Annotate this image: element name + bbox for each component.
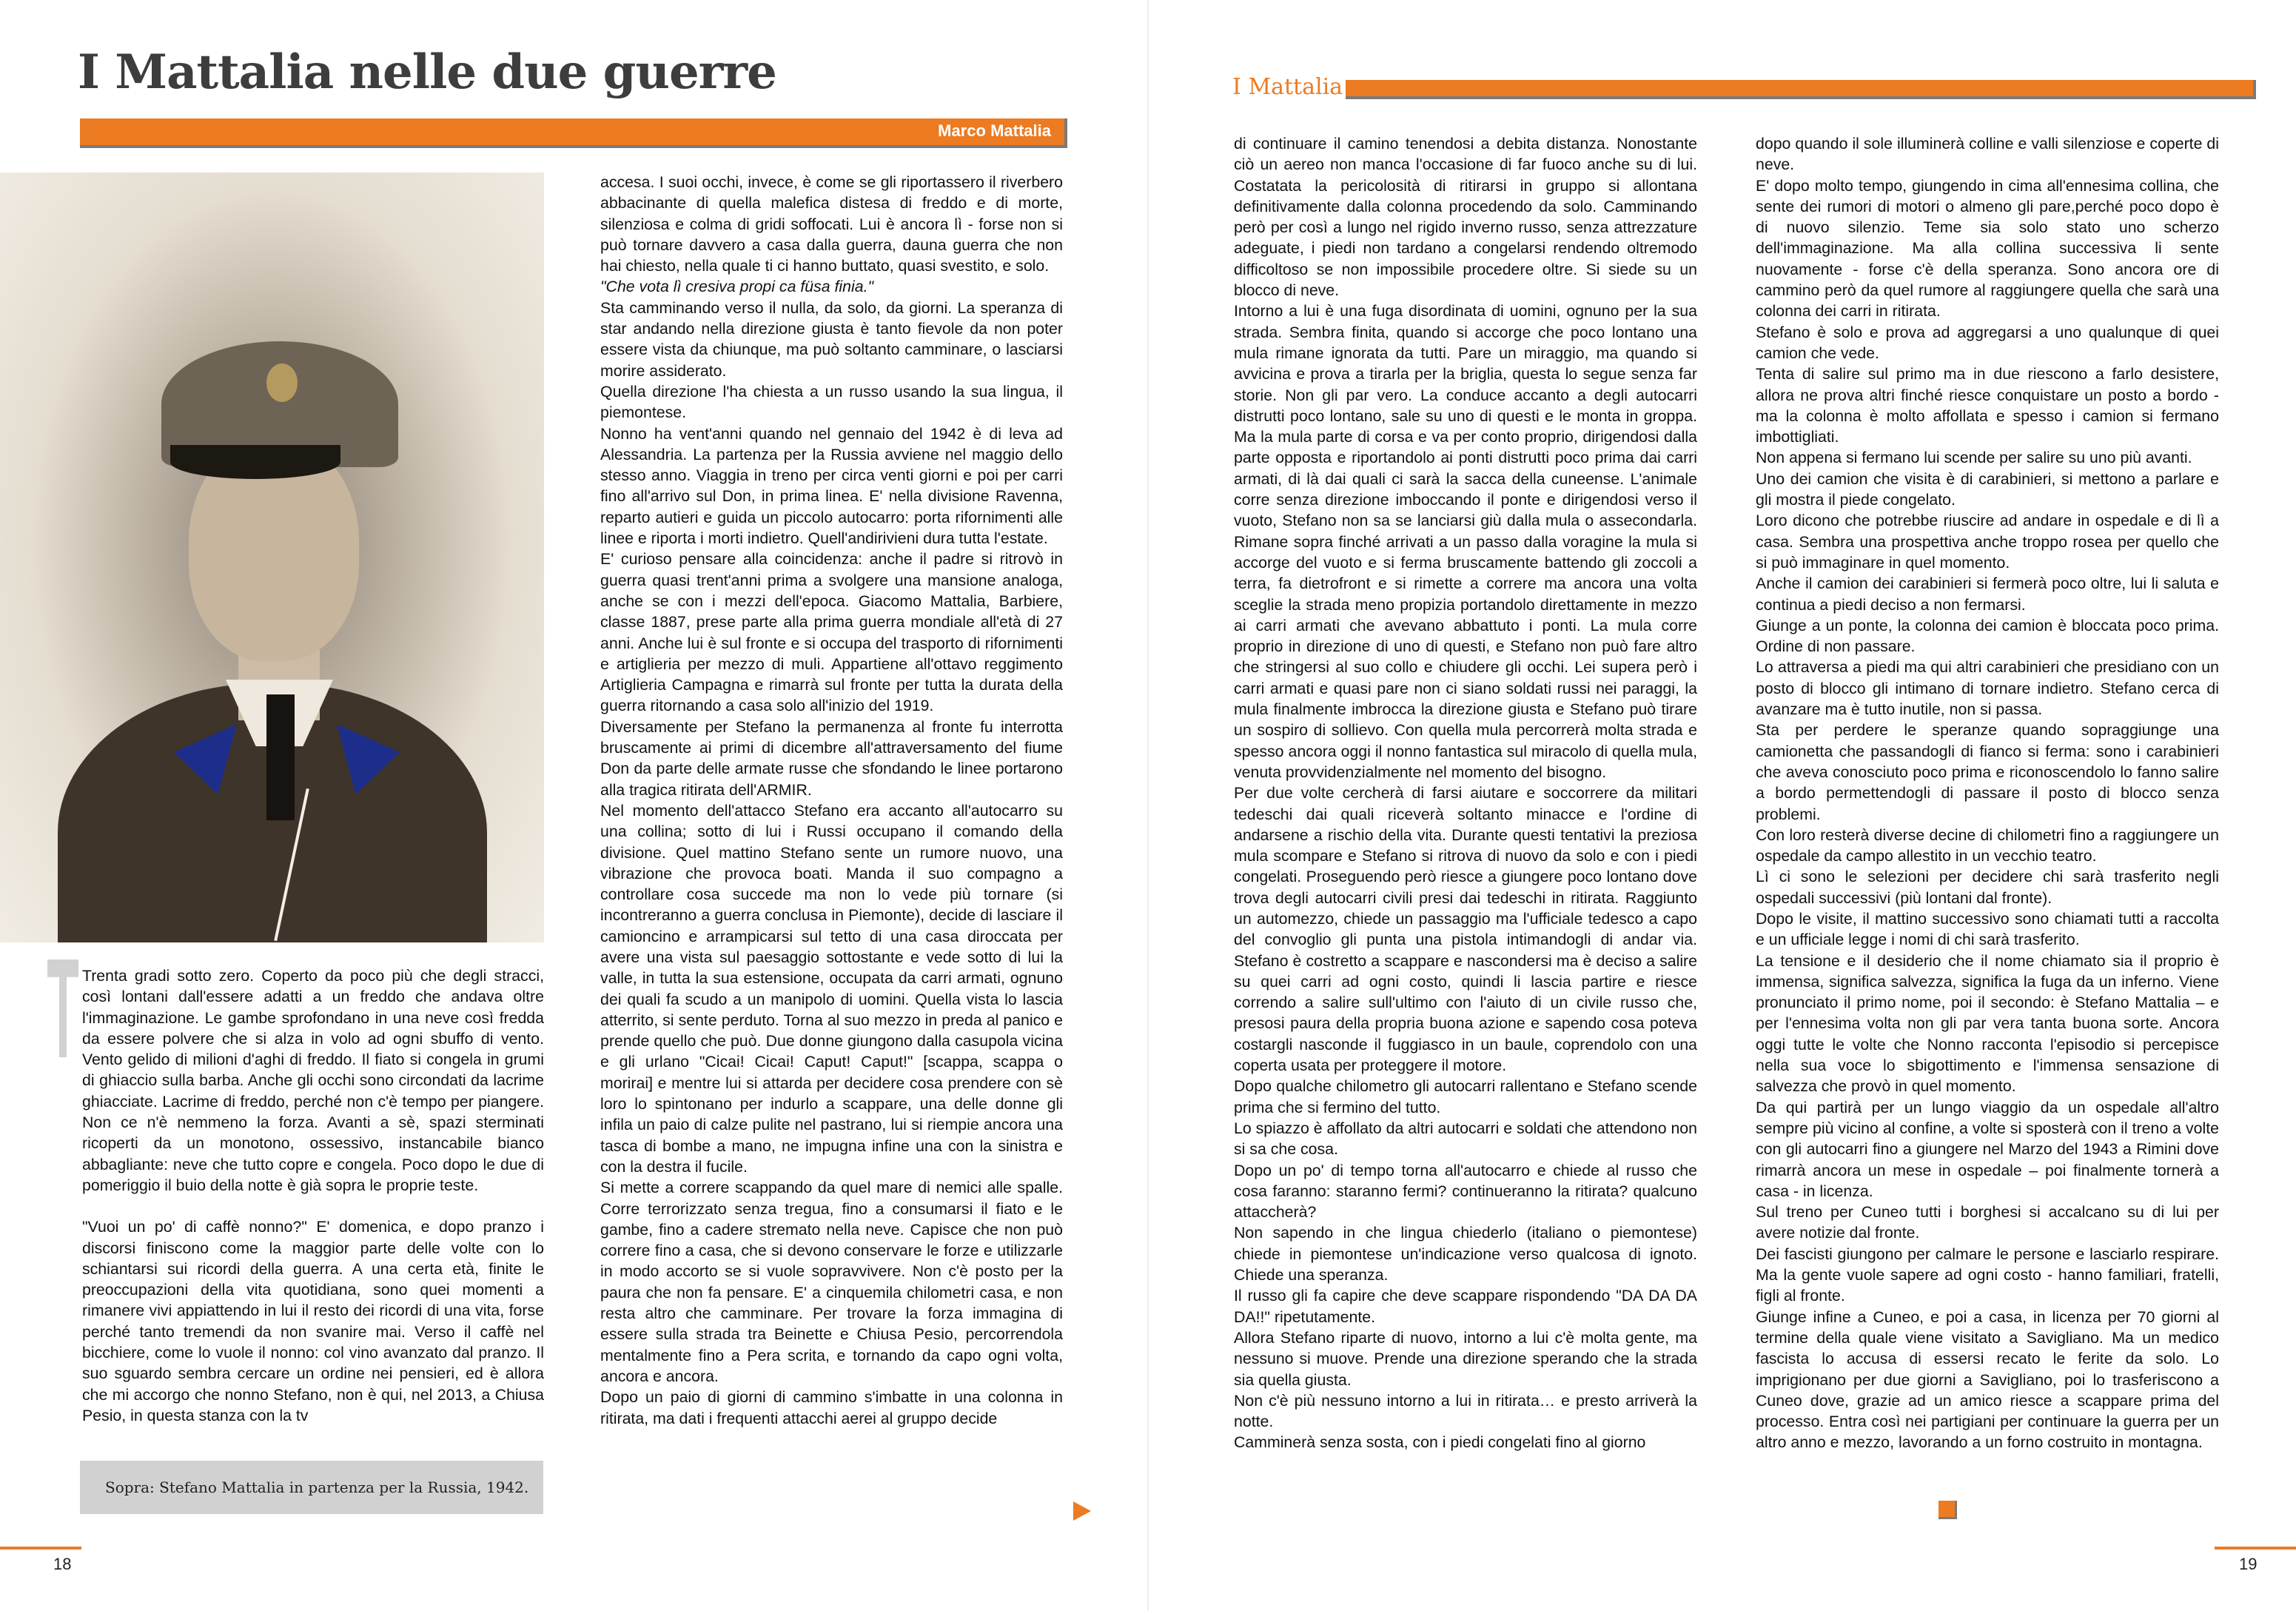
paragraph: Giunge infine a Cuneo, e poi a casa, in licenza per 70 giorni al termine della quale viene visitato a Savigliano. Ma un medico fascista lo accusa di essersi recato le ferite da solo. Lo imprigionano per due giorni a Savigliano, poi lo trasferiscono a Cuneo dove, grazie ad un amico riesce a scappare prima del processo. Entra così nei partigiani per continuare la guerra per un altro anno e mezzo, lavorando a un forno costruito in montagna. <box>1756 1307 2219 1452</box>
article-title: I Mattalia nelle due guerre <box>78 44 776 100</box>
paragraph: Non appena si fermano lui scende per salire su uno più avanti. <box>1756 449 2192 467</box>
paragraph: Quella direzione l'ha chiesta a un russo usando la sua lingua, il piemontese. <box>600 382 1063 422</box>
paragraph: Non sapendo in che lingua chiederlo (italiano o piemontese) chiede in piemontese un'indicazione verso qualcosa di ignoto. Chiede una speranza. <box>1234 1224 1697 1285</box>
paragraph: Diversamente per Stefano la permanenza al fronte fu interrotta bruscamente ai primi di dicembre all'attraversamento del fiume Don da parte delle armate russe che sfondando le linee portarono alla tragica ritirata dell'ARMIR. <box>600 717 1063 799</box>
paragraph: Lo attraversa a piedi ma qui altri carabinieri che presidiano con un posto di blocco gli intimano di tornare indietro. Stefano cerca di avanzare ma è tutto inutile, non si passa. <box>1756 658 2219 719</box>
paragraph: Dopo un paio di giorni di cammino s'imbatte in una colonna in ritirata, ma dati i frequenti attacchi aerei al gruppo decide <box>600 1388 1063 1427</box>
paragraph: Anche il camion dei carabinieri si fermerà poco oltre, lui li saluta e continua a piedi deciso a non fermarsi. <box>1756 575 2219 614</box>
paragraph: Dopo qualche chilometro gli autocarri rallentano e Stefano scende prima che si fermino del tutto. <box>1234 1077 1697 1116</box>
paragraph: Per due volte cercherà di farsi aiutare e soccorrere da militari tedeschi dai quali riceverà soltanto minacce e l'ordine di andarsene a rischio della vita. Durante questi tentativi la preziosa mula scompare e Stefano si ritrova di nuovo da solo e con i piedi congelati. Proseguendo però riesce a giungere poco lontano dove trova degli autocarri civili presi dai tedeschi in ritirata. Raggiunto un automezzo, chiede un passaggio ma l'ufficiale tedesco a capo del convoglio gli punta una pistola intimandogli di andar via. Stefano è costretto a scappare e nascondersi ma è deciso a salire su quei carri ad ogni costo, quindi li lascia partire e riesce correndo a salire sull'ultimo con l'aiuto di un civile russo che, presosi paura della propria buona azione e sapendo cosa poteva costargli nasconde il fuggiasco in un baule, coprendolo con una coperta usata per proteggere il motore. <box>1234 784 1697 1075</box>
end-of-article-icon <box>1938 1501 1957 1519</box>
paragraph: Dopo le visite, il mattino successivo sono chiamati tutti a raccolta e un ufficiale legge i nomi di chi sarà trasferito. <box>1756 909 2219 949</box>
paragraph: Intorno a lui è una fuga disordinata di uomini, ognuno per la sua strada. Sembra finita, quando si accorge che poco lontano una mula rimane ignorata da tutti. Pare un miraggio, ma quando si avvicina e prova a tirarla per la briglia, questa lo segue senza far storie. Non gli par vero. La conduce accanto a degli autocarri distrutti poco lontano, sale su uno di questi e le monta in groppa. Ma la mula parte di corsa e va per conto proprio, dirigendosi dalla parte opposta e riportandolo ai ponti distrutti poco prima dai carri armati, di là dai quali ci sarà la sacca della cuneense. L'animale corre senza direzione imboccando il ponte e dirigendosi verso il vuoto, Stefano non sa se lanciarsi giù dalla mula o assecondarla. Rimane sopra finché arrivati a un passo dalla voragine la mula si accorge del vuoto e si ferma bruscamente battendo gli zoccoli a terra, fa dietrofront e si rimette a correre ma ancora una volta sceglie la strada meno propizia portandolo direttamente in mezzo ai carri armati che avevano abbattuto i ponti. La mula corre proprio in direzione di uno di questi, e Stefano non può fare altro che stringersi al suo collo e chiudere gli occhi. Lei supera però i carri armati e quasi pare non ci siano soldati russi nei paraggi, la mula finalmente imbrocca la direzione giusta e Stefano può tirare un sospiro di sollievo. Con quella mula percorrerà molta strada e spesso ancora oggi il nonno fantastica sul miracolo di quella mula, venuta provvidenzialmente nel momento del bisogno. <box>1234 302 1697 781</box>
paragraph: Il russo gli fa capire che deve scappare rispondendo "DA DA DA DA!!" ripetutamente. <box>1234 1287 1697 1326</box>
column-3 <box>1234 133 1697 1453</box>
photo-cap-badge <box>266 364 298 402</box>
column-2 <box>600 172 1063 1429</box>
photo-caption: Sopra: Stefano Mattalia in partenza per la Russia, 1942. <box>80 1461 543 1514</box>
paragraph: Stefano è solo e prova ad aggregarsi a uno qualunque di quei camion che vede. <box>1756 323 2219 362</box>
paragraph: Lo spiazzo è affollato da altri autocarri e soldati che attendono non si sa che cosa. <box>1234 1119 1697 1159</box>
folio-rule <box>2215 1547 2296 1550</box>
paragraph: E' curioso pensare alla coincidenza: anche il padre si ritrovò in guerra quasi trent'anni prima a svolgere una mansione analoga, anche se con i mezzi dell'epoca. Giacomo Mattalia, Barbiere, classe 1887, prese parte alla prima guerra mondiale all'età di 27 anni. Anche lui è sul fronte e si occupa del trasporto di rifornimenti e artiglieria per mezzo di muli. Appartiene all'ottavo reggimento Artiglieria Campagna e rimarrà sul fronte per tutta la durata della guerra ritornando a casa solo all'inizio del 1919. <box>600 550 1063 715</box>
paragraph: E' dopo molto tempo, giungendo in cima all'ennesima collina, che sente dei rumori di motori o almeno gli pare,perché poco dopo è di nuovo silenzio. Teme sia solo stato uno scherzo dell'immaginazione. Ma alla collina successiva li sente nuovamente - forse c'è della speranza. Sono ancora ore di cammino però da quel rumore al raggiungere quella che sarà una colonna dei carri in ritirata. <box>1756 176 2219 321</box>
running-head: I Mattalia <box>1232 74 1343 100</box>
paragraph: Lì ci sono le selezioni per decidere chi sarà trasferito negli ospedali successivi (più lontani dal fronte). <box>1756 868 2219 907</box>
dialect-quote: "Che vota lì cresiva propi ca füsa finia." <box>600 278 874 296</box>
continue-arrow-icon <box>1073 1501 1091 1521</box>
paragraph: accesa. I suoi occhi, invece, è come se gli riportassero il riverbero abbacinante di quella malefica distesa di freddo e di morte, silenziosa e colma di gridi soffocati. Lui è ancora lì - forse non si può tornare davvero a casa dalla guerra, dauna guerra che non hai chiesto, nella quale ti ci hanno buttato, quasi svestito, e solo. <box>600 173 1063 275</box>
paragraph: Allora Stefano riparte di nuovo, intorno a lui c'è molta gente, ma nessuno si muove. Prende una direzione sperando che la strada sia quella giusta. <box>1234 1328 1697 1389</box>
paragraph: Nel momento dell'attacco Stefano era accanto all'autocarro su una collina; sotto di lui i Russi occupano il comando della divisione. Quel mattino Stefano sente un rumore nuovo, una vibrazione che provoca boati. Manda il suo compagno a controllare cosa succede ma non lo vede più tornare (si incontreranno a guerra conclusa in Piemonte), decide di lasciare il camioncino e arrampicarsi sul tetto di una casa diroccata per avere una vista sul paesaggio sottostante e vede sotto di lui la valle, in tutta la sua estensione, occupata da carri armati, ognuno dei quali fa scudo a un manipolo di uomini. Quella vista lo lascia atterrito, si sente perduto. Torna al suo mezzo in preda al panico e prende quello che può. Due donne giungono dalla casupola vicina e gli urlano "Cicai! Cicai! Caput! Caput!" [scappa, scappa o morirai] e mentre lui si attarda per decidere cosa prendere con sè loro lo spintonano per indurlo a scappare, una delle donne gli infila un paio di calze pulite nel pastrano, lui si riempie ancora una tasca di bombe a mano, ne impugna infine una con la sinistra e con la destra il fucile. <box>600 801 1063 1176</box>
paragraph: Sta per perdere le speranze quando sopraggiunge una camionetta che passandogli di fianco si ferma: sono i carabinieri che aveva conosciuto poco prima e riconoscendolo lo fanno salire a bordo permettendogli di passare il posto di blocco senza problemi. <box>1756 721 2219 823</box>
paragraph: Camminerà senza sosta, con i piedi congelati fino al giorno <box>1234 1433 1646 1452</box>
running-head-bar <box>1346 80 2256 99</box>
paragraph: Tenta di salire sul primo ma in due riescono a farlo desistere, allora ne prova altri finché riesce conquistare un posto a bordo - ma la colonna è molto affollata e spesso i camion si fermano imbottigliati. <box>1756 365 2219 446</box>
paragraph: dopo quando il sole illuminerà colline e valli silenziose e coperte di neve. <box>1756 135 2219 174</box>
paragraph: Da qui partirà per un lungo viaggio da un ospedale all'altro sempre più vicino al confine, a volte si sposterà con il treno a volte con gli autocarri fino a giungere nel Marzo del 1943 a Rimini dove rimarrà ancora un mese in ospedale – poi finalmente tornerà a casa - in licenza. <box>1756 1098 2219 1200</box>
drop-cap-t <box>47 959 78 1057</box>
paragraph: Nonno ha vent'anni quando nel gennaio del 1942 è di leva ad Alessandria. La partenza per la Russia avviene nel maggio dello stesso anno. Viaggia in treno per circa venti giorni e poi per carri fino all'arrivo sul Don, in prima linea. E' nella divisione Ravenna, reparto autieri e guida un piccolo autocarro: porta rifornimenti alle linee e riporta i morti indietro. Quell'andirivieni dura tutta l'estate. <box>600 424 1063 548</box>
paragraph: Sul treno per Cuneo tutti i borghesi si accalcano su di lui per avere notizie dal fronte. <box>1756 1203 2219 1242</box>
paragraph: Loro dicono che potrebbe riuscire ad andare in ospedale e di lì a casa. Sembra una prospettiva anche troppo rosea per quello che si può immaginare in quel momento. <box>1756 512 2219 572</box>
page-number: 18 <box>53 1555 72 1573</box>
paragraph: Si mette a correre scappando da quel mare di nemici alle spalle. Corre terrorizzato senza tregua, fino a consumarsi il fiato e le gambe, fino a cadere stremato nella neve. Capisce che non può correre fino a casa, che si devono conservare le forze e utilizzarle in modo accorto se si vuole sopravvivere. Non c'è posto per la paura che non fa pensare. E' a cinquemila chilometri casa, e non resta altro che camminare. Per trovare la forza immagina di essere sulla strada tra Beinette e Chiusa Pesio, percorrendola mentalmente fino a Pera scrita, e tornando da capo ogni volta, ancora e ancora. <box>600 1179 1063 1385</box>
paragraph: Non c'è più nessuno intorno a lui in ritirata… e presto arriverà la notte. <box>1234 1391 1697 1431</box>
column-1 <box>82 965 544 1426</box>
paragraph: Dei fascisti giungono per calmare le persone e lasciarlo respirare. Ma la gente vuole sapere ad ogni costo - hanno familiari, fratelli, figli al fronte. <box>1756 1245 2219 1305</box>
author-name: Marco Mattalia <box>938 121 1051 140</box>
folio-rule <box>0 1547 81 1550</box>
paragraph: di continuare il camino tenendosi a debita distanza. Nonostante ciò un aereo non manca l'occasione di far fuoco anche su di lui. Costatata la pericolosità di ritirarsi in gruppo si allontana definitivamente dalla colonna procedendo da solo. Camminando però per così a lungo nel rigido inverno russo, senza attrezzature adeguate, i piedi non tardano a congelarsi rendendo oltremodo difficoltoso se non impossibile procedere oltre. Si siede su un blocco di neve. <box>1234 135 1697 300</box>
paragraph: Trenta gradi sotto zero. Coperto da poco più che degli stracci, così lontani dall'essere adatti a un freddo che andava oltre l'immaginazione. Le gambe sprofondano in una neve così fredda da essere polvere che si alza in volo ad ogni sbuffo di vento. Vento gelido di milioni d'aghi di freddo. Il fiato si congela in grumi di ghiaccio sulla barba. Anche gli occhi sono circondati da lacrime ghiacciate. Lacrime di freddo, perché non c'è tempo per piangere. Non ce n'è nemmeno la forza. Avanti a sè, spazi sterminati ricoperti da un monotono, ossessivo, instancabile bianco abbagliante: neve che tutto copre e congela. Poco dopo le due di pomeriggio il buio della notte è già sopra le proprie teste. <box>82 967 544 1194</box>
paragraph: Dopo un po' di tempo torna all'autocarro e chiede al russo che cosa faranno: staranno fermi? continueranno la ritirata? qualcuno attaccherà? <box>1234 1161 1697 1222</box>
photo-tie <box>266 694 295 820</box>
paragraph: Sta camminando verso il nulla, da solo, da giorni. La speranza di star andando nella direzione giusta è tanto fievole da non poter essere vista da chiunque, ma può soltanto camminare, o lasciarsi morire assiderato. <box>600 298 1063 380</box>
paragraph: Uno dei camion che visita è di carabinieri, si mettono a parlare e gli mostra il piede congelato. <box>1756 469 2219 509</box>
paragraph: Con loro resterà diverse decine di chilometri fino a raggiungere un ospedale da campo allestito in un vecchio teatro. <box>1756 825 2219 865</box>
paragraph: "Vuoi un po' di caffè nonno?" E' domenica, e dopo pranzo i discorsi finiscono come la maggior parte delle volte con lo schiantarsi sui ricordi della guerra. A una certa età, finite le preoccupazioni della vita quotidiana, sono quei momenti a rimanere vivi appiattendo in lui il resto dei ricordi di una vita, forse perché tanto tremendi da non svanire mai. Verso il caffè nel bicchiere, come lo vuole il nonno: col vino avanzato dal pranzo. Il suo sguardo sembra cercare un ordine nei pensieri, ed è allora che mi accorgo che nonno Stefano, non è qui, nel 2013, a Chiusa Pesio, in questa stanza con la tv <box>82 1218 544 1424</box>
photo-visor <box>170 445 340 479</box>
portrait-photo <box>0 173 544 942</box>
author-bar <box>80 118 1067 148</box>
paragraph: Giunge a un ponte, la colonna dei camion è bloccata poco prima. Ordine di non passare. <box>1756 616 2219 656</box>
column-4 <box>1756 133 2219 1453</box>
right-page <box>1148 0 2296 1611</box>
paragraph: La tensione e il desiderio che il nome chiamato sia il proprio è immensa, significa salvezza, significa la fuga da un inferno. Viene pronunciato il primo nome, poi il secondo: è Stefano Mattalia – e per l'ennesima volta non gli par vera tanta buona sorte. Ancora oggi tutte le volte che Nonno racconta l'episodio si percepisce nella sua voce lo sbigottimento e l'immensa sensazione di salvezza che provò in quel momento. <box>1756 951 2219 1096</box>
page-number: 19 <box>2239 1555 2258 1573</box>
